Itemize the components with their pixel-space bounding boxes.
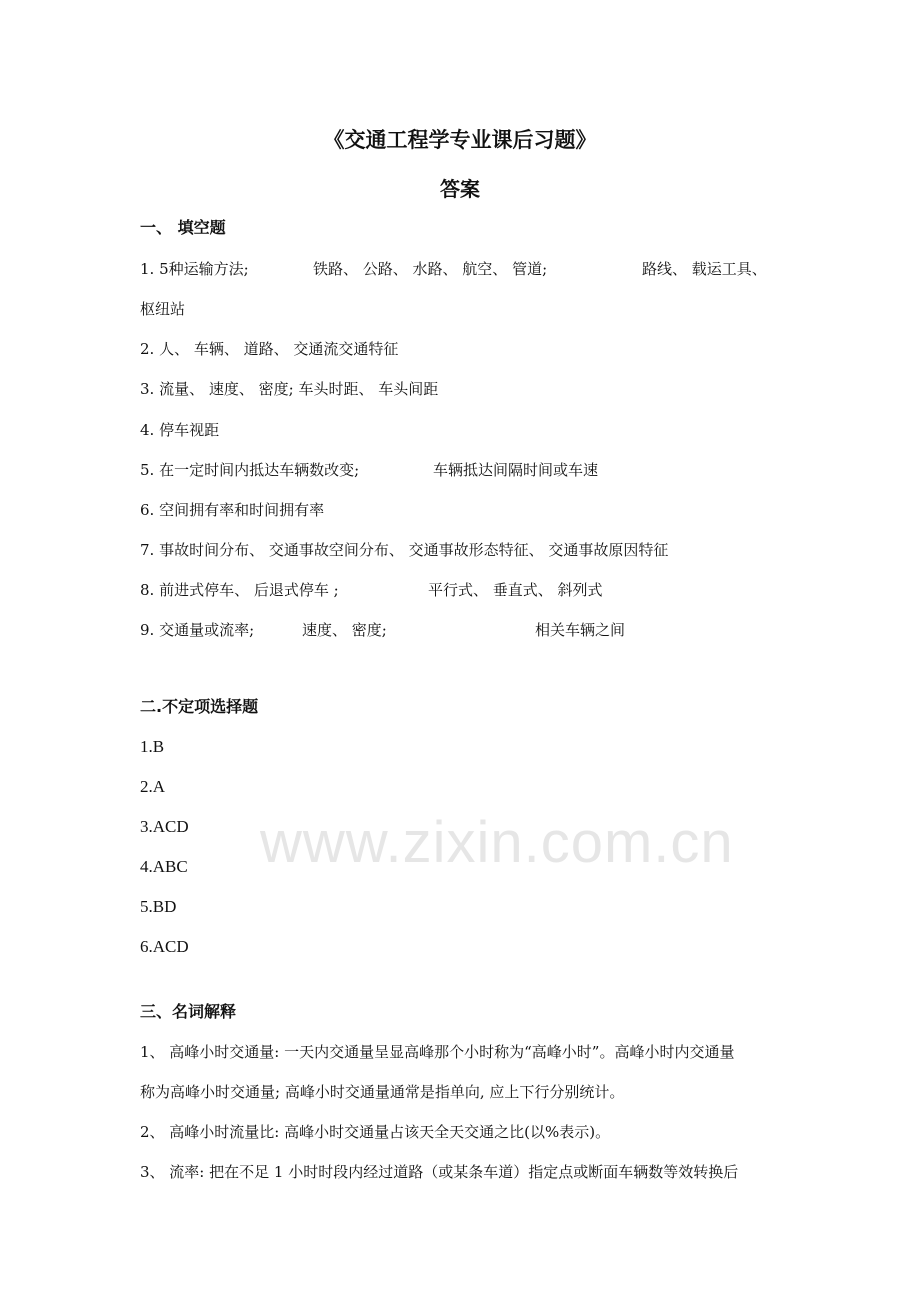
section-heading-multiple-choice: 二.不定项选择题: [140, 697, 259, 716]
section-heading-fill-blank: 一、 填空题: [140, 218, 226, 237]
document-subtitle: 答案: [440, 177, 480, 201]
fill-item-4: 4. 停车视距: [140, 421, 220, 439]
fill-item-1-continued: 枢纽站: [140, 300, 186, 318]
fill-item-1-part-2: 铁路、 公路、 水路、 航空、 管道;: [313, 260, 548, 278]
choice-answer-5: 5.BD: [140, 897, 177, 916]
choice-answer-1: 1.B: [140, 737, 165, 756]
choice-answer-4: 4.ABC: [140, 857, 188, 876]
section-heading-definitions: 三、名词解释: [140, 1002, 237, 1021]
definition-line-4: 3、 流率: 把在不足 1 小时时段内经过道路（或某条车道）指定点或断面车辆数等效转换后: [140, 1163, 739, 1181]
choice-answer-2: 2.A: [140, 777, 166, 796]
document-title: 《交通工程学专业课后习题》: [323, 128, 597, 152]
fill-item-7: 7. 事故时间分布、 交通事故空间分布、 交通事故形态特征、 交通事故原因特征: [140, 541, 669, 559]
definition-line-2: 称为高峰小时交通量; 高峰小时交通量通常是指单向, 应上下行分别统计。: [140, 1083, 625, 1101]
watermark: www.zixin.com.cn: [260, 810, 734, 875]
fill-item-8-part-1: 8. 前进式停车、 后退式停车 ;: [140, 581, 339, 599]
choice-answer-3: 3.ACD: [140, 817, 189, 836]
fill-item-1-part-1: 1. 5种运输方法;: [140, 260, 249, 278]
fill-item-9-part-2: 速度、 密度;: [302, 621, 387, 639]
choice-answer-6: 6.ACD: [140, 937, 189, 956]
fill-item-5-part-1: 5. 在一定时间内抵达车辆数改变;: [140, 461, 360, 479]
fill-item-9-part-1: 9. 交通量或流率;: [140, 621, 255, 639]
fill-item-9-part-3: 相关车辆之间: [535, 621, 626, 639]
fill-item-6: 6. 空间拥有率和时间拥有率: [140, 501, 325, 519]
fill-item-8-part-2: 平行式、 垂直式、 斜列式: [428, 581, 603, 599]
fill-item-1-part-3: 路线、 载运工具、: [642, 260, 767, 278]
fill-item-3: 3. 流量、 速度、 密度; 车头时距、 车头间距: [140, 380, 439, 398]
definition-line-1: 1、 高峰小时交通量: 一天内交通量呈显高峰那个小时称为“高峰小时”。高峰小时内交通量: [140, 1043, 735, 1061]
definition-line-3: 2、 高峰小时流量比: 高峰小时交通量占该天全天交通之比(以%表示)。: [140, 1123, 611, 1141]
fill-item-2: 2. 人、 车辆、 道路、 交通流交通特征: [140, 340, 399, 358]
fill-item-5-part-2: 车辆抵达间隔时间或车速: [433, 461, 599, 479]
